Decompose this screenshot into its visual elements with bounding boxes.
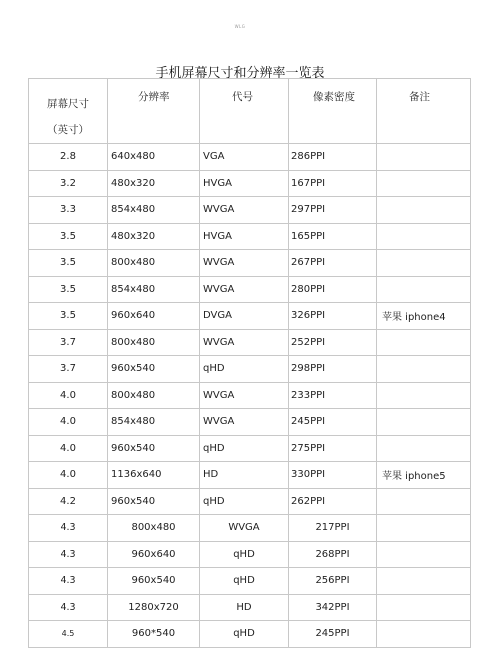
cell-ppi: 297PPI <box>289 197 377 224</box>
header-mark: WLG <box>234 24 246 29</box>
cell-size: 3.7 <box>29 356 108 383</box>
table-row <box>29 488 471 515</box>
table-row <box>29 621 471 648</box>
cell-code: WVGA <box>200 250 289 277</box>
cell-code: WVGA <box>200 382 289 409</box>
cell-resolution: 800x480 <box>108 250 200 277</box>
cell-ppi: 245PPI <box>289 409 377 436</box>
cell-size: 4.2 <box>29 488 108 515</box>
cell-ppi: 330PPI <box>289 462 377 489</box>
cell-note <box>377 250 471 277</box>
table-row <box>29 170 471 197</box>
cell-resolution: 854x480 <box>108 276 200 303</box>
cell-note <box>377 276 471 303</box>
cell-note <box>377 329 471 356</box>
cell-resolution: 800x480 <box>108 329 200 356</box>
table-row <box>29 303 471 330</box>
cell-resolution: 960x540 <box>108 356 200 383</box>
cell-size: 4.3 <box>29 541 108 568</box>
cell-note <box>377 435 471 462</box>
cell-size: 4.0 <box>29 409 108 436</box>
cell-ppi: 268PPI <box>289 541 377 568</box>
header-ppi-label: 像素密度 <box>313 91 355 103</box>
cell-resolution: 960x640 <box>108 541 200 568</box>
cell-ppi: 298PPI <box>289 356 377 383</box>
cell-note <box>377 382 471 409</box>
cell-size: 3.5 <box>29 276 108 303</box>
header-size-unit: （英寸） <box>47 124 89 136</box>
cell-resolution: 480x320 <box>108 170 200 197</box>
cell-size: 4.3 <box>29 594 108 621</box>
cell-note <box>377 409 471 436</box>
cell-ppi: 217PPI <box>289 515 377 542</box>
cell-note <box>377 170 471 197</box>
cell-size: 4.0 <box>29 462 108 489</box>
cell-ppi: 252PPI <box>289 329 377 356</box>
cell-note: 苹果 iphone5 <box>377 462 471 489</box>
cell-ppi: 245PPI <box>289 621 377 648</box>
cell-ppi: 275PPI <box>289 435 377 462</box>
cell-resolution: 854x480 <box>108 197 200 224</box>
cell-resolution: 1280x720 <box>108 594 200 621</box>
cell-note <box>377 515 471 542</box>
table-row <box>29 515 471 542</box>
table-row <box>29 223 471 250</box>
cell-code: WVGA <box>200 515 289 542</box>
table-row <box>29 250 471 277</box>
cell-code: VGA <box>200 144 289 171</box>
cell-resolution: 800x480 <box>108 382 200 409</box>
resolution-table <box>28 78 471 648</box>
document-title: 手机屏幕尺寸和分辨率一览表 <box>155 66 325 81</box>
table-header <box>29 79 471 144</box>
cell-code: WVGA <box>200 329 289 356</box>
table-row <box>29 435 471 462</box>
cell-resolution: 640x480 <box>108 144 200 171</box>
table-row <box>29 197 471 224</box>
header-code <box>200 79 289 144</box>
table-row <box>29 409 471 436</box>
cell-resolution: 960*540 <box>108 621 200 648</box>
cell-code: DVGA <box>200 303 289 330</box>
cell-ppi: 286PPI <box>289 144 377 171</box>
cell-code: qHD <box>200 435 289 462</box>
cell-size: 3.2 <box>29 170 108 197</box>
table-row <box>29 276 471 303</box>
cell-size: 4.5 <box>29 621 108 648</box>
table-row <box>29 568 471 595</box>
cell-code: WVGA <box>200 409 289 436</box>
cell-size: 3.3 <box>29 197 108 224</box>
cell-ppi: 326PPI <box>289 303 377 330</box>
table-row <box>29 382 471 409</box>
cell-resolution: 480x320 <box>108 223 200 250</box>
header-row <box>29 79 471 144</box>
cell-note <box>377 621 471 648</box>
cell-code: HD <box>200 594 289 621</box>
cell-ppi: 165PPI <box>289 223 377 250</box>
cell-ppi: 167PPI <box>289 170 377 197</box>
cell-code: qHD <box>200 488 289 515</box>
cell-resolution: 800x480 <box>108 515 200 542</box>
header-resolution-label: 分辨率 <box>138 91 170 103</box>
cell-size: 4.3 <box>29 515 108 542</box>
header-size-label: 屏幕尺寸 <box>47 98 89 110</box>
cell-code: WVGA <box>200 197 289 224</box>
cell-ppi: 262PPI <box>289 488 377 515</box>
cell-resolution: 960x540 <box>108 488 200 515</box>
table-row <box>29 541 471 568</box>
cell-code: qHD <box>200 356 289 383</box>
table-row <box>29 594 471 621</box>
cell-note <box>377 223 471 250</box>
cell-note <box>377 541 471 568</box>
cell-code: qHD <box>200 541 289 568</box>
cell-size: 2.8 <box>29 144 108 171</box>
cell-resolution: 1136x640 <box>108 462 200 489</box>
cell-resolution: 960x540 <box>108 568 200 595</box>
table-row <box>29 462 471 489</box>
cell-ppi: 342PPI <box>289 594 377 621</box>
cell-code: HVGA <box>200 170 289 197</box>
cell-size: 4.3 <box>29 568 108 595</box>
cell-note <box>377 144 471 171</box>
cell-code: qHD <box>200 568 289 595</box>
cell-size: 4.0 <box>29 382 108 409</box>
cell-note <box>377 197 471 224</box>
cell-size: 3.5 <box>29 223 108 250</box>
cell-size: 4.0 <box>29 435 108 462</box>
cell-code: HVGA <box>200 223 289 250</box>
table-row <box>29 144 471 171</box>
header-notes-label: 备注 <box>409 91 430 103</box>
cell-ppi: 233PPI <box>289 382 377 409</box>
header-ppi <box>289 79 377 144</box>
cell-code: qHD <box>200 621 289 648</box>
header-screen-size <box>29 79 108 144</box>
header-notes <box>377 79 471 144</box>
cell-code: HD <box>200 462 289 489</box>
cell-resolution: 960x540 <box>108 435 200 462</box>
cell-code: WVGA <box>200 276 289 303</box>
cell-resolution: 960x640 <box>108 303 200 330</box>
table-body <box>29 144 471 648</box>
cell-ppi: 280PPI <box>289 276 377 303</box>
cell-note <box>377 568 471 595</box>
cell-note <box>377 594 471 621</box>
header-resolution <box>108 79 200 144</box>
table-row <box>29 356 471 383</box>
cell-ppi: 267PPI <box>289 250 377 277</box>
cell-note <box>377 356 471 383</box>
cell-ppi: 256PPI <box>289 568 377 595</box>
cell-resolution: 854x480 <box>108 409 200 436</box>
cell-note <box>377 488 471 515</box>
cell-note: 苹果 iphone4 <box>377 303 471 330</box>
cell-size: 3.5 <box>29 250 108 277</box>
cell-size: 3.7 <box>29 329 108 356</box>
header-code-label: 代号 <box>232 91 253 103</box>
cell-size: 3.5 <box>29 303 108 330</box>
table-row <box>29 329 471 356</box>
